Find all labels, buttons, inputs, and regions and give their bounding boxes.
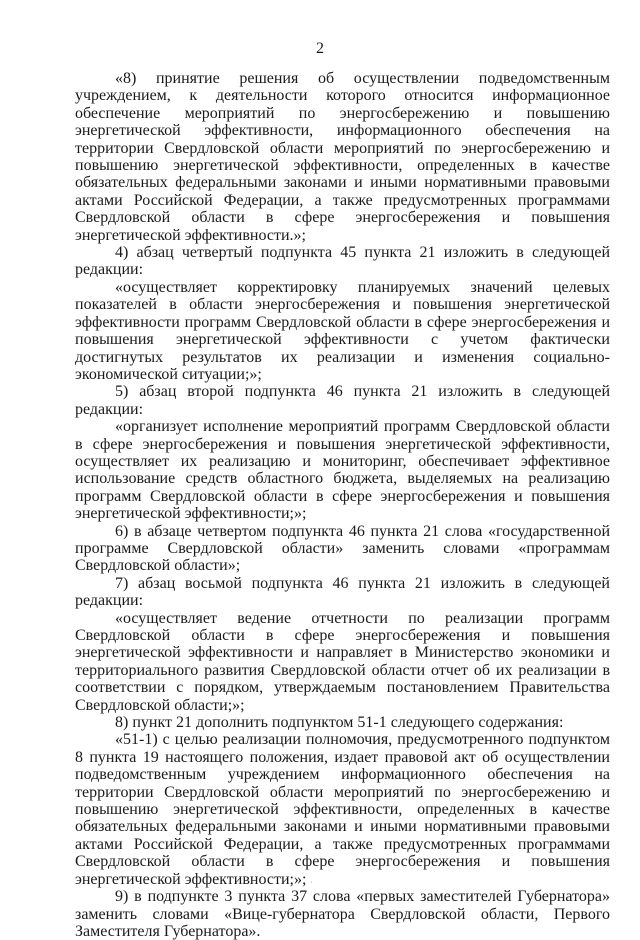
paragraph-item-5: 5) абзац второй подпункта 46 пункта 21 изложить в следующей редакции: <box>75 383 610 418</box>
document-body <box>75 70 610 940</box>
paragraph-item-7-text: «осуществляет ведение отчетности по реализации программ Свердловской области в сфере энергосбережения и повышения энергетической эффективности и направляет в Министерство экономики и территориального развития Свердловской области отчет об их реализации в соответствии с порядком, утверждаемым постановлением Правительства Свердловской области;»; <box>75 609 610 714</box>
paragraph-item-6: 6) в абзаце четвертом подпункта 46 пункта 21 слова «государственной программе Свердловской области» заменить словами «программам Свердловской области»; <box>75 522 610 575</box>
paragraph-clause-8-text: «8) принятие решения об осуществлении подведомственным учреждением, к деятельности которого относится информационное обеспечение мероприятий по энергосбережению и повышению энергетической эффективности, информационного обеспечения на территории Свердловской области мероприятий по энергосбережению и повышению энергетической эффективности, определенных в качестве обязательных федеральными законами и иными нормативными правовыми актами Российской Федерации, а также предусмотренных программами Свердловской области в сфере энергосбережения и повышения энергетической эффективности.»; <box>75 70 610 244</box>
paragraph-item-7: 7) абзац восьмой подпункта 46 пункта 21 изложить в следующей редакции: <box>75 574 610 610</box>
page-number: 2 <box>316 40 324 57</box>
paragraph-item-4-text: «осуществляет корректировку планируемых значений целевых показателей в области энергосбережения и повышения энергетической эффективности программ Свердловской области в сфере энергосбережения и повышения энергетической эффективности с учетом фактически достигнутых результатов их реализации и изменения социально-экономической ситуации;»; <box>75 278 610 383</box>
paragraph-item-4: 4) абзац четвертый подпункта 45 пункта 21 изложить в следующей редакции: <box>75 244 610 279</box>
paragraph-item-8: 8) пункт 21 дополнить подпунктом 51-1 следующего содержания: <box>115 714 564 732</box>
paragraph-item-9: 9) в подпункте 3 пункта 37 слова «первых заместителей Губернатора» заменить словами «Вице-губернатора Свердловской области, Первого Заместителя Губернатора». <box>75 888 610 940</box>
paragraph-item-5-text: «организует исполнение мероприятий программ Свердловской области в сфере энергосбережения и повышения энергетической эффективности, осуществляет их реализацию и мониторинг, обеспечивает эффективное использование средств областного бюджета, выделяемых на реализацию программ Свердловской области в сфере энергосбережения и повышения энергетической эффективности;»; <box>75 418 610 523</box>
paragraph-item-8-text: «51-1) с целью реализации полномочия, предусмотренного подпунктом 8 пункта 19 настоящего положения, издает правовой акт об осуществлении подведомственным учреждением информационного обеспечения на территории Свердловской области мероприятий по энергосбережению и повышению энергетической эффективности, определенных в качестве обязательных федеральными законами и иными нормативными правовыми актами Российской Федерации, а также предусмотренных программами Свердловской области в сфере энергосбережения и повышения энергетической эффективности;»; <box>75 731 610 888</box>
footer-dot: · <box>310 878 313 887</box>
